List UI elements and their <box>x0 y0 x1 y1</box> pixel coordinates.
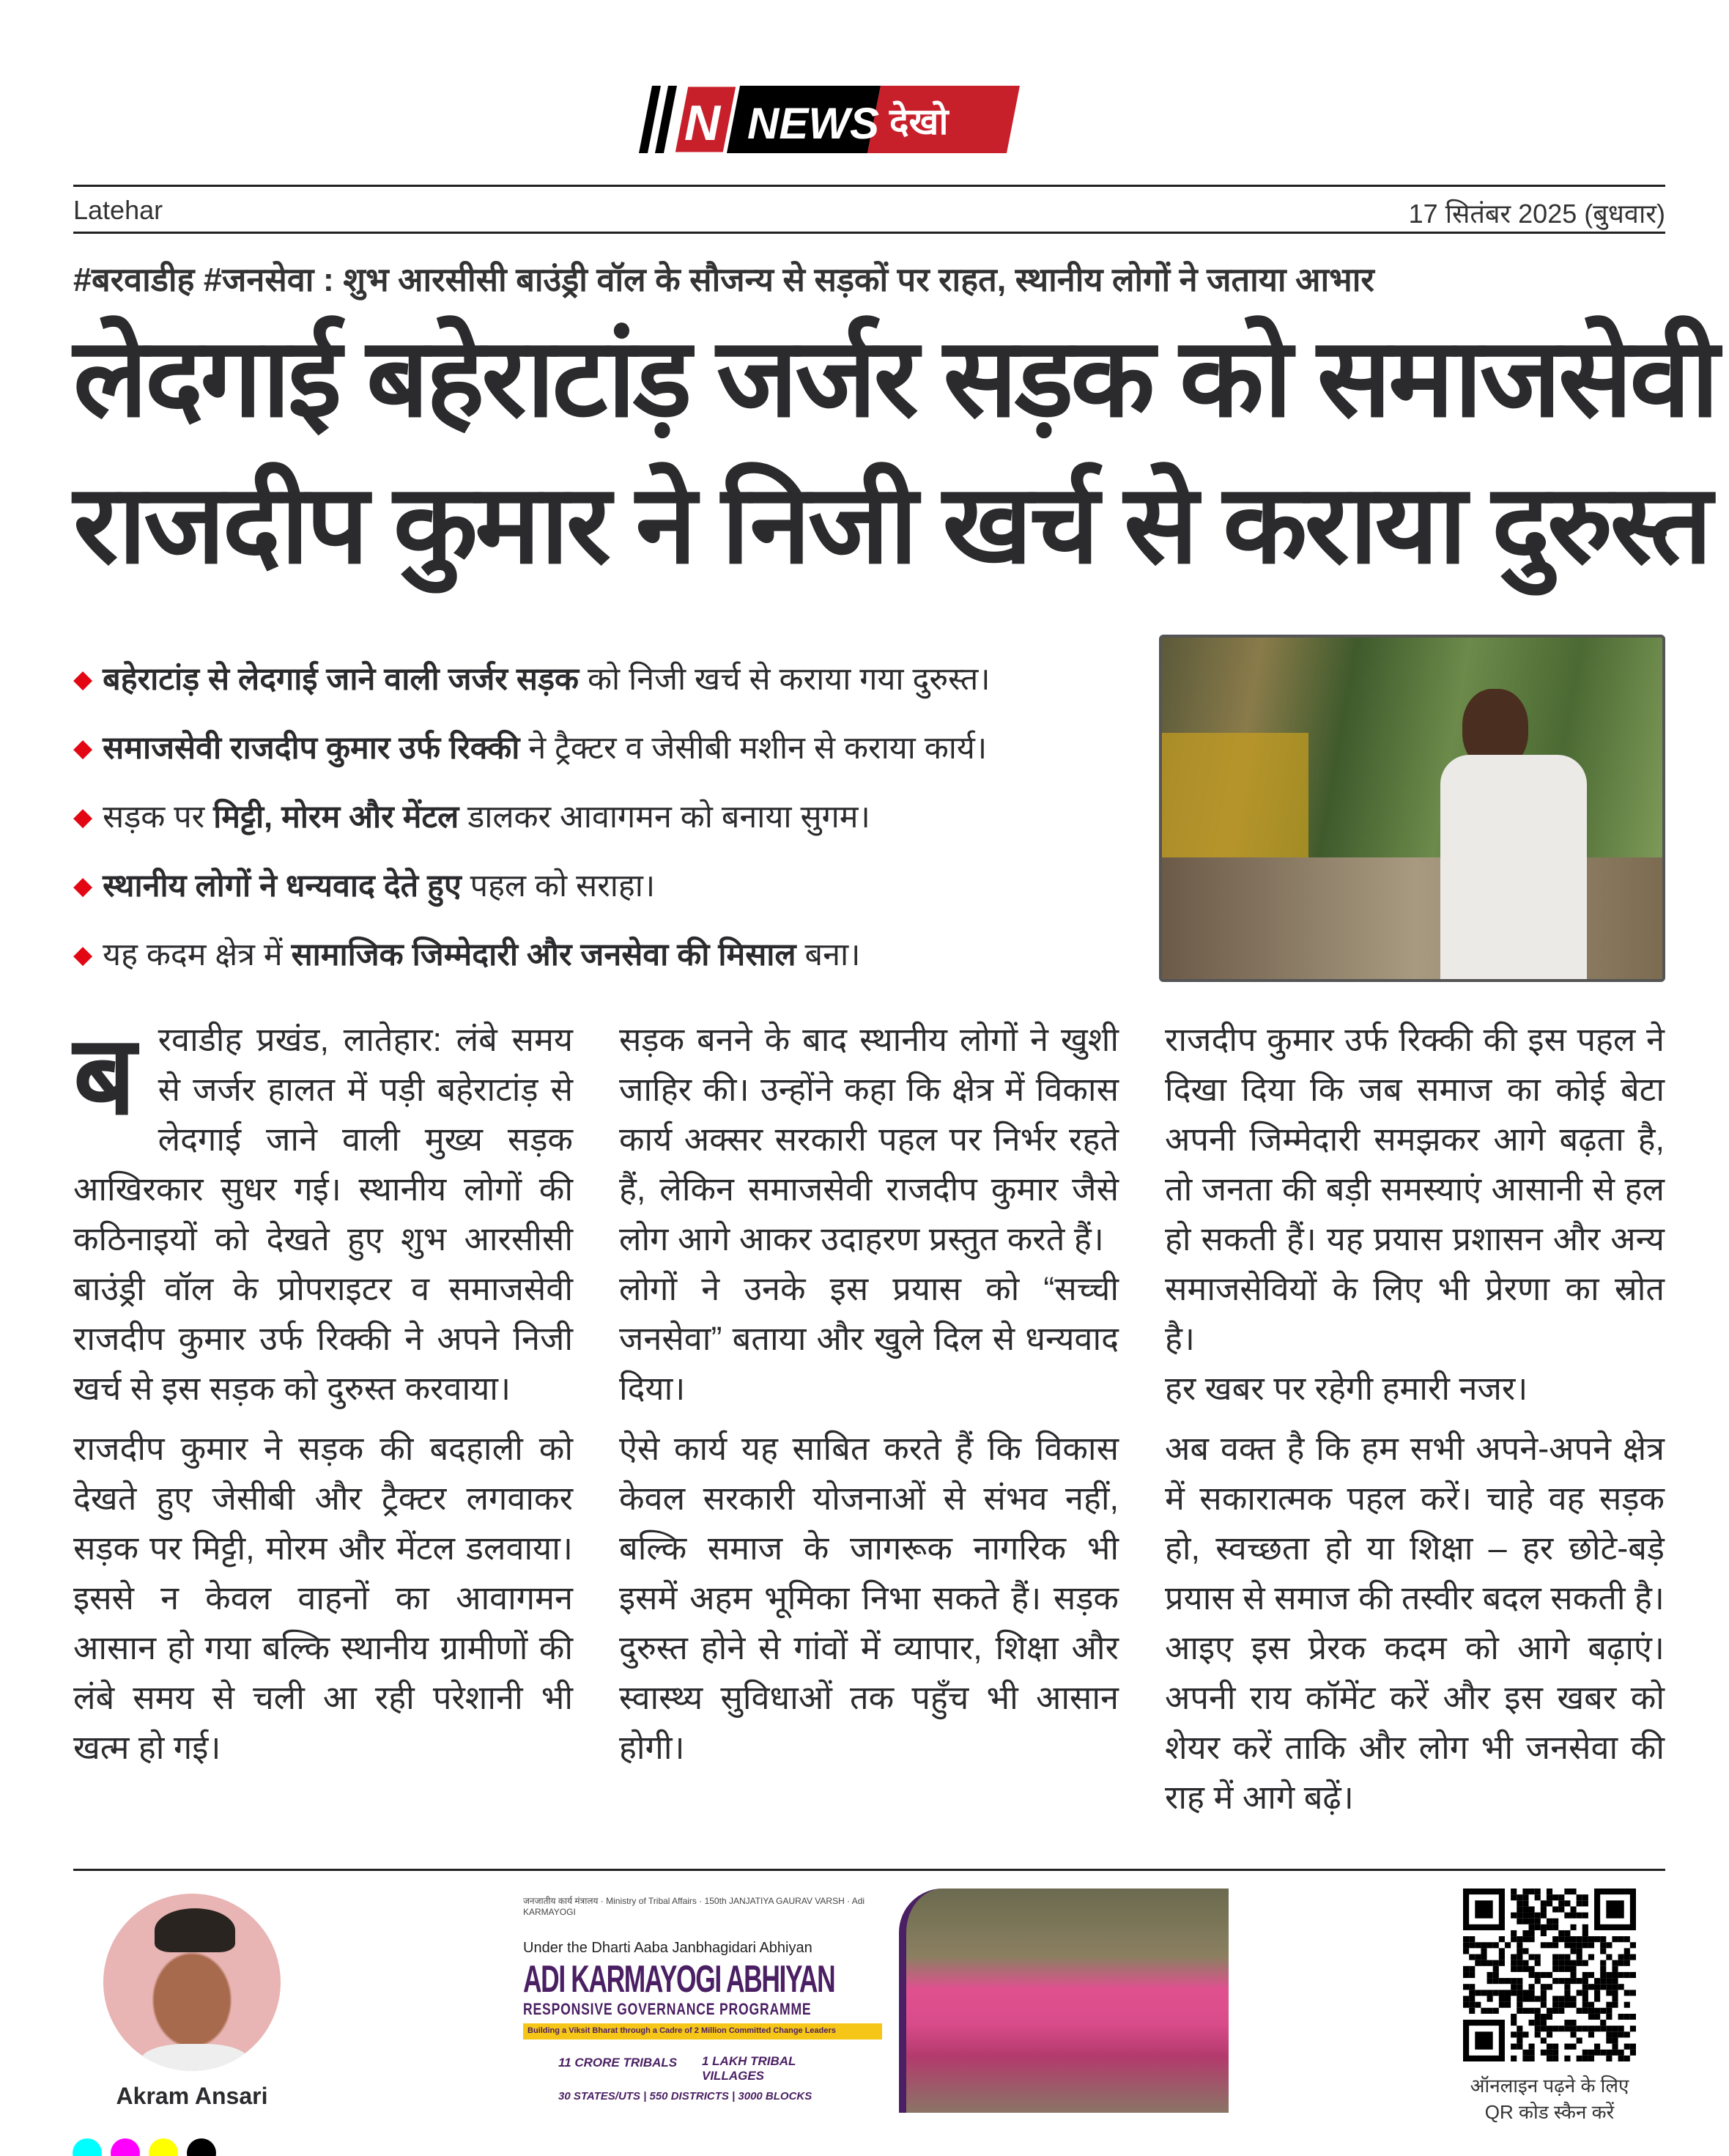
ad-under-text: Under the Dharti Aaba Janbhagidari Abhiyan <box>523 1940 812 1956</box>
key-point: ◆ सड़क पर मिट्टी, मोरम और मेंटल डालकर आवागमन को बनाया सुगम। <box>73 800 870 835</box>
author-name: Akram Ansari <box>116 2083 268 2109</box>
article-column-1 <box>73 1015 573 1783</box>
red-diamond-icon: ◆ <box>73 803 93 831</box>
road-shape <box>1162 857 1665 982</box>
key-point: ◆ यह कदम क्षेत्र में सामाजिक जिम्मेदारी और जनसेवा की मिसाल बना। <box>73 937 861 972</box>
news-dekho-logo[interactable] <box>639 86 1099 153</box>
key-point: ◆ समाजसेवी राजदीप कुमार उर्फ रिक्की ने ट्रैक्टर व जेसीबी मशीन से कराया कार्य। <box>73 731 988 766</box>
paragraph: सड़क बनने के बाद स्थानीय लोगों ने खुशी जाहिर की। उन्होंने कहा कि क्षेत्र में विकास कार्य अक्सर सरकारी पहल पर निर्भर रहते हैं, लेकिन समाजसेवी राजदीप कुमार जैसे लोग आगे आकर उदाहरण प्रस्तुत करते हैं। <box>619 1021 1119 1258</box>
red-diamond-icon: ◆ <box>73 734 93 762</box>
top-rule <box>73 185 1665 187</box>
dateline-date: 17 सितंबर 2025 (बुधवार) <box>1408 199 1665 229</box>
dateline-rule <box>73 232 1665 234</box>
footer-rule <box>73 1869 1665 1871</box>
person-shirt-shape <box>1440 755 1587 982</box>
ad-stat-states: 30 STATES/UTS | 550 DISTRICTS | 3000 BLOCKS <box>558 2090 812 2103</box>
adi-karmayogi-advertisement[interactable] <box>514 1889 1229 2113</box>
author-avatar <box>103 1894 281 2071</box>
ministry-logos: जनजातीय कार्य मंत्रालय · Ministry of Tribal Affairs · 150th JANJATIYA GAURAV VARSH · Adi KARMAYOGI <box>523 1896 865 1917</box>
ad-programme: RESPONSIVE GOVERNANCE PROGRAMME <box>523 2000 812 2018</box>
qr-caption: ऑनलाइन पढ़ने के लिए QR कोड स्कैन करें <box>1470 2075 1629 2123</box>
paragraph: लोगों ने उनके इस प्रयास को “सच्ची जनसेवा” बताया और खुले दिल से धन्यवाद दिया। <box>619 1270 1119 1407</box>
key-points-list <box>73 645 1143 989</box>
paragraph: हर खबर पर रहेगी हमारी नजर। <box>1165 1370 1528 1407</box>
article-photo <box>1159 635 1665 982</box>
ad-stat-villages: 1 LAKH TRIBAL VILLAGES <box>702 2054 796 2083</box>
black-registration-dot <box>187 2138 216 2156</box>
article-column-2 <box>619 1015 1119 1783</box>
subheadline: #बरवाडीह #जनसेवा : शुभ आरसीसी बाउंड्री वॉल के सौजन्य से सड़कों पर राहत, स्थानीय लोगों ने जताया आभार <box>73 261 1374 298</box>
dateline-location: Latehar <box>73 195 163 225</box>
paragraph: बरवाडीह प्रखंड, लातेहार: लंबे समय से जर्जर हालत में पड़ी बहेराटांड़ से लेदगाई जाने वाली मुख्य सड़क आखिरकार सुधर गई। स्थानीय लोगों की कठिनाइयों को देखते हुए शुभ आरसीसी बाउंड्री वॉल के प्रोपराइटर व समाजसेवी राजदीप कुमार उर्फ रिक्की ने अपने निजी खर्च से इस सड़क को दुरुस्त करवाया। <box>73 1014 573 1407</box>
key-point: ◆ स्थानीय लोगों ने धन्यवाद देते हुए पहल को सराहा। <box>73 868 656 904</box>
article-column-3 <box>1165 1015 1665 1833</box>
headline-line-2: राजदीप कुमार ने निजी खर्च से कराया दुरुस्त <box>73 462 1710 586</box>
key-point: ◆ बहेराटांड़ से लेदगाई जाने वाली जर्जर सड़क को निजी खर्च से कराया गया दुरुस्त। <box>73 662 991 697</box>
cyan-registration-dot <box>73 2138 102 2156</box>
ad-stat-tribals: 11 CRORE TRIBALS <box>558 2056 678 2070</box>
logo-word-dekho: देखो <box>889 100 949 143</box>
red-diamond-icon: ◆ <box>73 941 93 969</box>
yellow-registration-dot <box>149 2138 178 2156</box>
red-diamond-icon: ◆ <box>73 872 93 900</box>
paragraph: अब वक्त है कि हम सभी अपने-अपने क्षेत्र में सकारात्मक पहल करें। चाहे वह सड़क हो, स्वच्छता हो या शिक्षा – हर छोटे-बड़े प्रयास से समाज की तस्वीर बदल सकती है। आइए इस प्रेरक कदम को आगे बढ़ाएं। अपनी राय कॉमेंट करें और इस खबर को शेयर करें ताकि और लोग भी जनसेवा की राह में आगे बढ़ें। <box>1165 1430 1665 1816</box>
magenta-registration-dot <box>111 2138 140 2156</box>
logo-word-news: NEWS <box>747 99 879 148</box>
paragraph: ऐसे कार्य यह साबित करते हैं कि विकास केवल सरकारी योजनाओं से संभव नहीं, बल्कि समाज के जागरूक नागरिक भी इसमें अहम भूमिका निभा सकते हैं। सड़क दुरुस्त होने से गांवों में व्यापार, शिक्षा और स्वास्थ्य सुविधाओं तक पहुँच भी आसान होगी। <box>619 1430 1119 1766</box>
red-diamond-icon: ◆ <box>73 665 93 693</box>
qr-code[interactable] <box>1462 1889 1637 2061</box>
ad-banner: Building a Viksit Bharat through a Cadre of 2 Million Committed Change Leaders <box>523 2023 882 2039</box>
paragraph: राजदीप कुमार उर्फ रिक्की की इस पहल ने दिखा दिया कि जब समाज का कोई बेटा अपनी जिम्मेदारी समझकर आगे बढ़ता है, तो जनता की बड़ी समस्याएं आसानी से हल हो सकती हैं। यह प्रयास प्रशासन और अन्य समाजसेवियों के लिए भी प्रेरणा का स्रोत है। <box>1165 1021 1665 1357</box>
logo-letter-n: N <box>684 95 721 151</box>
ad-photo <box>899 1889 1229 2113</box>
paragraph: राजदीप कुमार ने सड़क की बदहाली को देखते हुए जेसीबी और ट्रैक्टर लगवाकर सड़क पर मिट्टी, मोरम और मेंटल डलवाया। इससे न केवल वाहनों का आवागमन आसान हो गया बल्कि स्थानीय ग्रामीणों की लंबे समय से चली आ रही परेशानी भी खत्म हो गई। <box>73 1430 573 1766</box>
headline-line-1: लेदगाई बहेराटांड़ जर्जर सड़क को समाजसेवी <box>73 316 1717 439</box>
drop-cap: ब <box>73 1014 136 1137</box>
ad-title: ADI KARMAYOGI ABHIYAN <box>523 1958 835 2001</box>
